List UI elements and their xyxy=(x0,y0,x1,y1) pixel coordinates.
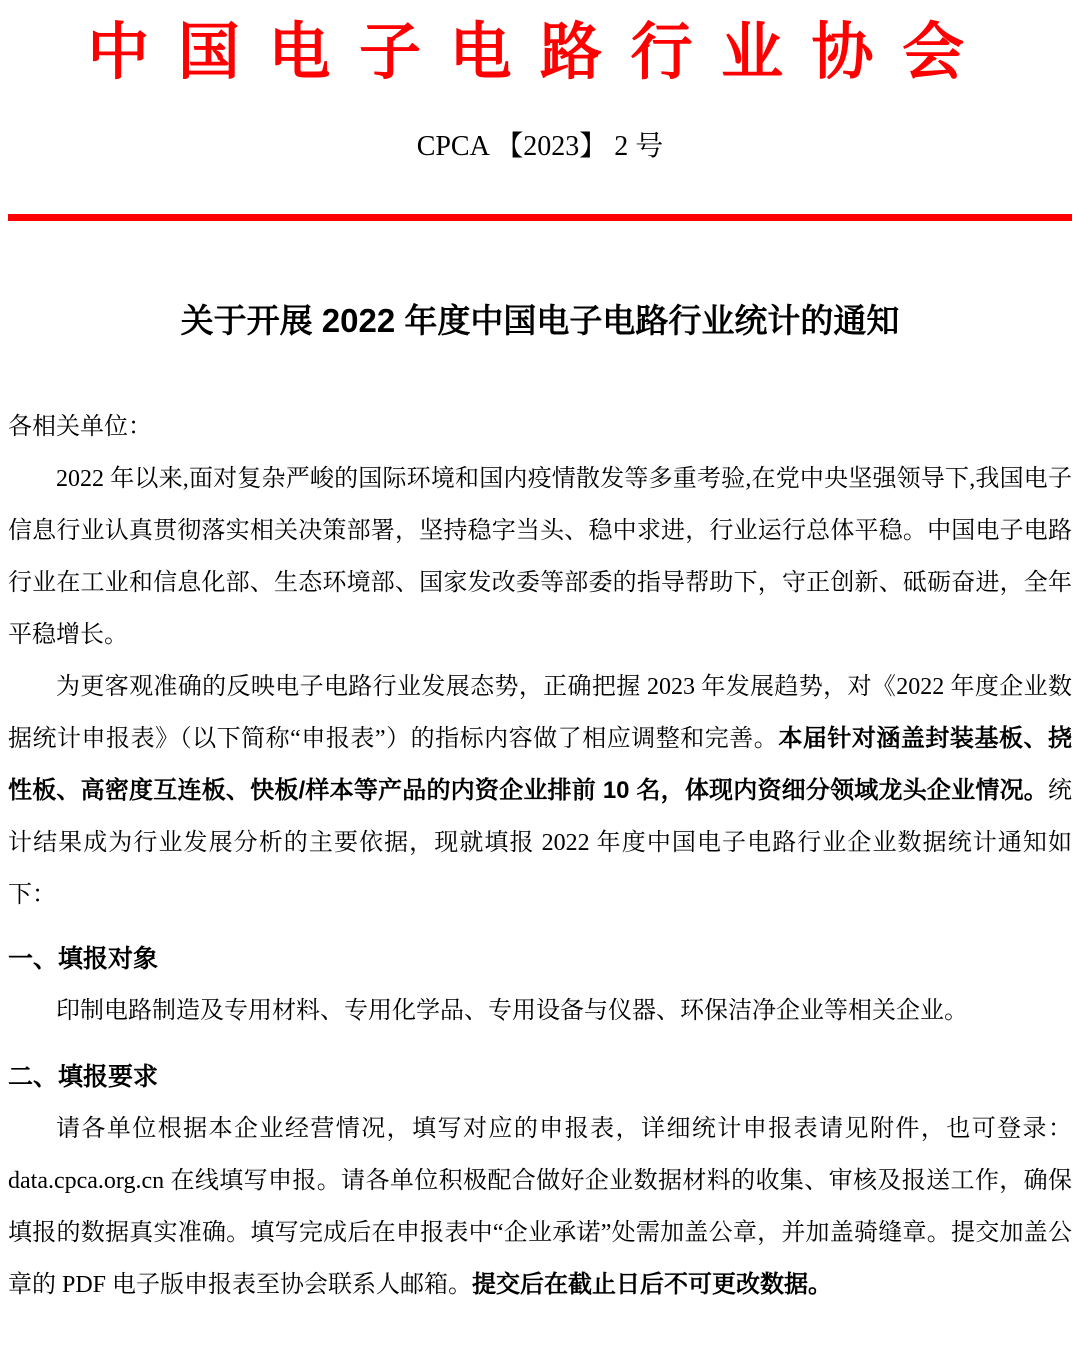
org-name-title: 中国电子电路行业协会 xyxy=(87,18,993,87)
salutation: 各相关单位： xyxy=(8,413,152,440)
section-requirements-bold-note: 提交后在截止日后不可更改数据。 xyxy=(472,1270,833,1298)
section-targets-body-text: 印制电路制造及专用材料、专用化学品、专用设备与仪器、环保洁净企业等相关企业。 xyxy=(56,997,968,1024)
section-requirements-body-text: 请各单位根据本企业经营情况，填写对应的申报表，详细统计申报表请见附件，也可登录：data.cpca.org.cn 在线填写申报。请各单位积极配合做好企业数据材料的收集、审核及报送工作，确保填报的数据真实准确。填写完成后在申报表中“企业承诺”处需加盖公章，并加盖骑缝章。提交加盖公章的 PDF 电子版申报表至协会联系人邮箱。 xyxy=(8,1115,1072,1298)
doc-number: CPCA 【2023】 2 号 xyxy=(416,131,664,163)
paragraph-purpose-text-2: 统计结果成为行业发展分析的主要依据，现就填报 2022 年度中国电子电路行业企业数据统计通知如下： xyxy=(8,777,1072,908)
section-heading-targets: 一、填报对象 xyxy=(8,944,159,973)
paragraph-purpose-text-1: 为更客观准确的反映电子电路行业发展态势，正确把握 2023 年发展趋势，对《2022 年度企业数据统计申报表》（以下简称“申报表”）的指标内容做了相应调整和完善。 xyxy=(8,673,1072,752)
paragraph-purpose-bold-highlight: 本届针对涵盖封装基板、挠性板、高密度互连板、快板/样本等产品的内资企业排前 10 名，体现内资细分领域龙头企业情况。 xyxy=(8,724,1072,804)
notice-title: 关于开展 2022 年度中国电子电路行业统计的通知 xyxy=(180,301,900,339)
notice-body xyxy=(8,401,1072,1311)
paragraph-intro-text: 2022 年以来,面对复杂严峻的国际环境和国内疫情散发等多重考验,在党中央坚强领导下,我国电子信息行业认真贯彻落实相关决策部署，坚持稳字当头、稳中求进，行业运行总体平稳。中国电子电路行业在工业和信息化部、生态环境部、国家发改委等部委的指导帮助下，守正创新、砥砺奋进，全年平稳增长。 xyxy=(8,465,1072,648)
paragraph-purpose xyxy=(8,661,1072,921)
section-targets-body xyxy=(8,985,1072,1037)
paragraph-intro xyxy=(8,453,1072,661)
section-heading-requirements: 二、填报要求 xyxy=(8,1062,159,1091)
section-requirements-body xyxy=(8,1103,1072,1311)
red-divider-rule xyxy=(8,214,1072,221)
